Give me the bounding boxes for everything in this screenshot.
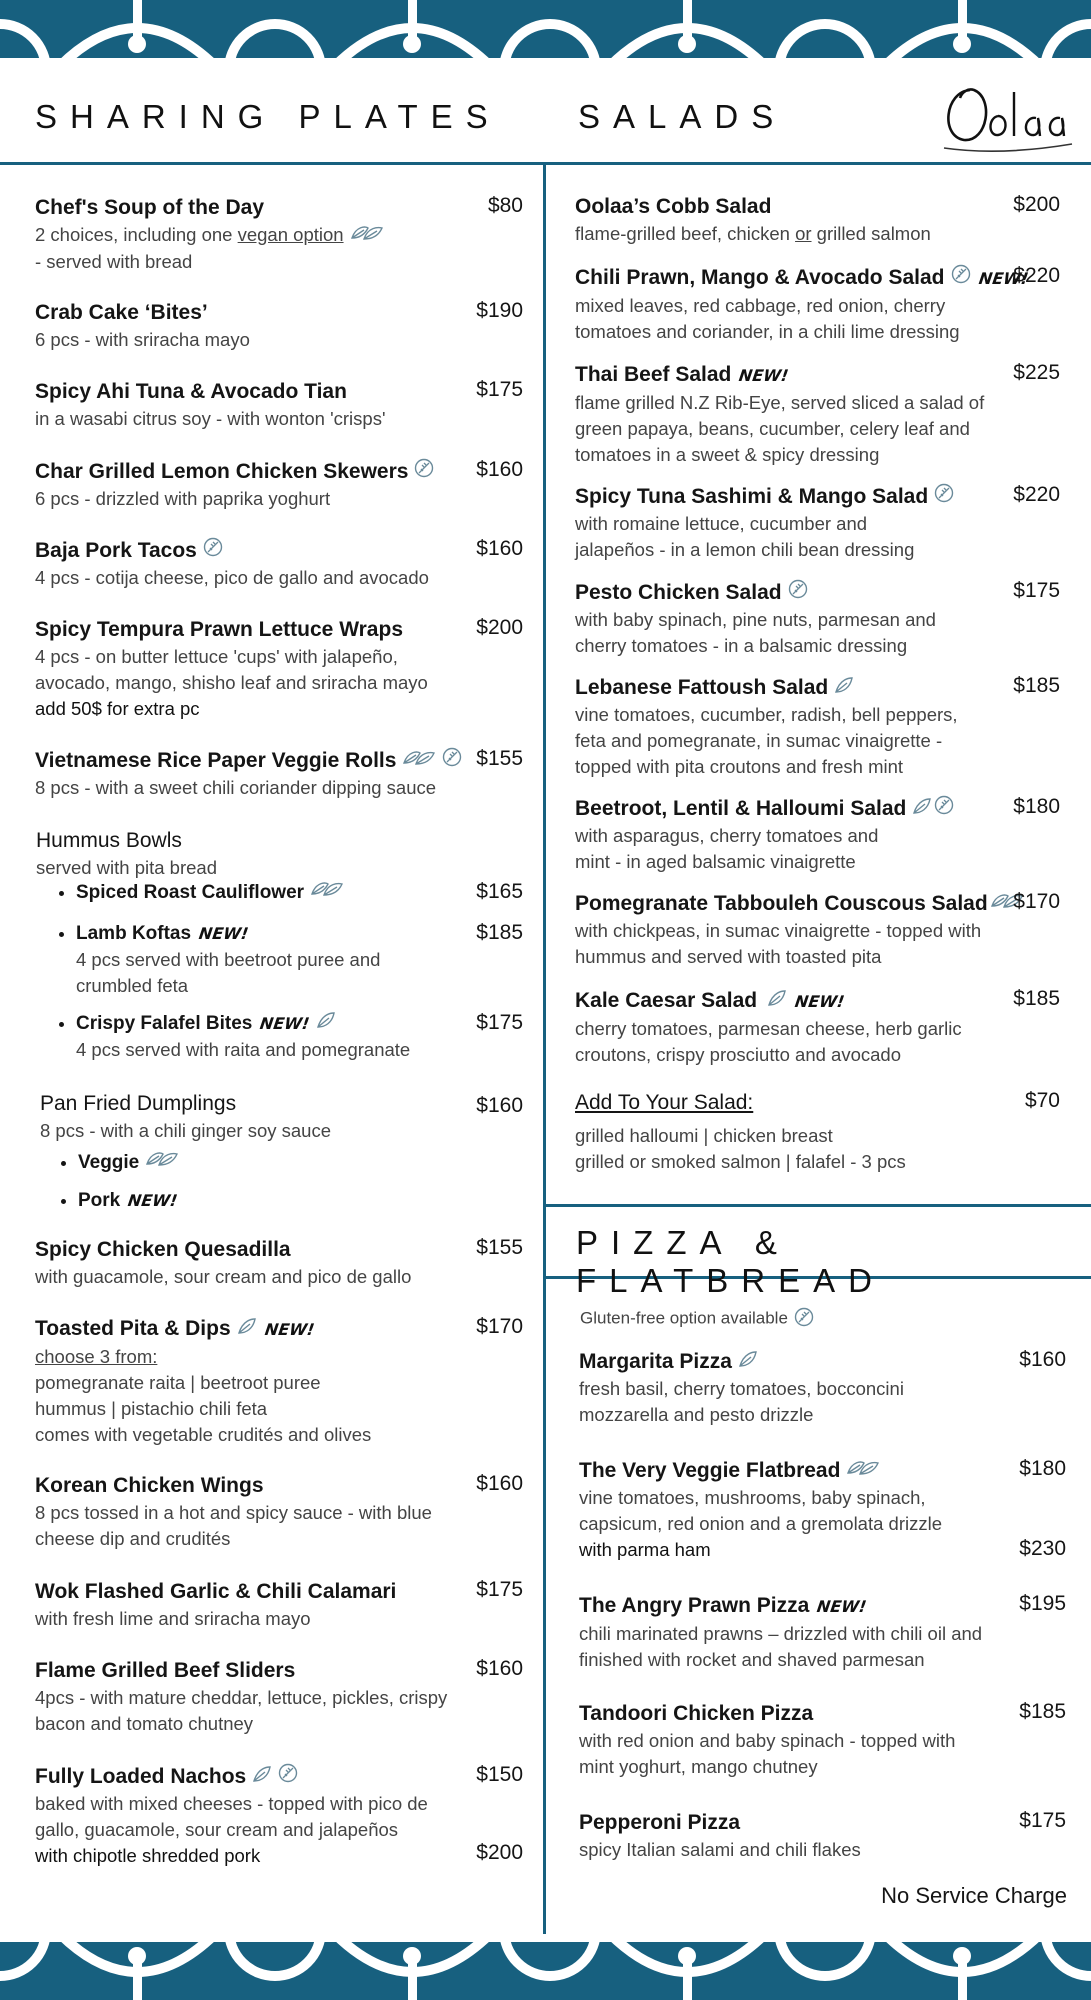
item-desc: 6 pcs - drizzled with paprika yoghurt bbox=[35, 488, 331, 510]
gluten-free-icon bbox=[414, 458, 434, 486]
new-badge: NEW! bbox=[816, 1597, 868, 1616]
gluten-free-icon bbox=[934, 795, 954, 823]
hummus-item-lamb-koftas: • Lamb Koftas NEW! 4 pcs served with beetroot puree and crumbled feta bbox=[36, 921, 416, 999]
item-price: $160 bbox=[476, 1657, 523, 1680]
choose-label: choose 3 from: bbox=[35, 1346, 158, 1367]
add-ons-title: Add To Your Salad: bbox=[575, 1091, 754, 1114]
item-desc: mixed leaves, red cabbage, red onion, cherry tomatoes and coriander, in a chili lime dressing bbox=[575, 295, 960, 342]
item-extra: add 50$ for extra pc bbox=[35, 698, 200, 719]
item-name: Vietnamese Rice Paper Veggie Rolls bbox=[35, 747, 525, 775]
item-price: $160 bbox=[476, 1472, 523, 1495]
item-price: $185 bbox=[1013, 987, 1060, 1010]
item-price: $175 bbox=[1019, 1809, 1066, 1832]
item-desc: with red onion and baby spinach - topped with mint yoghurt, mango chutney bbox=[579, 1730, 956, 1777]
item-desc: 4pcs - with mature cheddar, lettuce, pickles, crispy bacon and tomato chutney bbox=[35, 1687, 448, 1734]
item-price: $155 bbox=[476, 747, 523, 770]
item-name: Pomegranate Tabbouleh Couscous Salad bbox=[575, 890, 995, 918]
sharing-plates-heading: SHARING PLATES bbox=[35, 98, 501, 135]
item-price: $80 bbox=[487, 194, 523, 217]
salad-item-cobb bbox=[575, 193, 995, 247]
leaf-icon bbox=[738, 1348, 758, 1376]
item-price: $160 bbox=[476, 537, 523, 560]
item-price: $225 bbox=[1013, 361, 1060, 384]
gluten-free-icon bbox=[951, 264, 971, 292]
item-price: $170 bbox=[476, 1315, 523, 1338]
salad-item-chili-prawn bbox=[575, 264, 1030, 345]
item-price: $220 bbox=[1013, 483, 1060, 506]
pizza-item-veggie-flatbread bbox=[579, 1457, 999, 1563]
hummus-item-falafel: • Crispy Falafel Bites NEW! 4 pcs served with raita and pomegranate bbox=[36, 1011, 456, 1063]
item-name: Pesto Chicken Salad bbox=[575, 579, 955, 607]
item-price: $160 bbox=[476, 1094, 523, 1117]
item-name: Chili Prawn, Mango & Avocado Salad NEW! bbox=[575, 264, 995, 293]
item-desc: 4 pcs - on butter lettuce 'cups' with jalapeño, avocado, mango, shisho leaf and sriracha mayo bbox=[35, 646, 428, 693]
item-extra-price: $200 bbox=[476, 1841, 523, 1864]
pizza-section-divider-top bbox=[545, 1204, 1091, 1207]
menu-group-hummus-bowls bbox=[36, 827, 526, 881]
leaf-icon bbox=[912, 795, 932, 823]
item-price: $180 bbox=[1013, 795, 1060, 818]
group-name: Hummus Bowls bbox=[36, 829, 182, 852]
menu-item-crab-cake bbox=[35, 299, 525, 353]
item-price: $165 bbox=[476, 880, 523, 903]
salad-item-beetroot-halloumi bbox=[575, 795, 915, 875]
item-desc: with chickpeas, in sumac vinaigrette - topped with hummus and served with toasted pita bbox=[575, 920, 982, 968]
gluten-free-icon bbox=[788, 579, 808, 607]
item-name: The Angry Prawn Pizza NEW! bbox=[579, 1592, 1019, 1621]
item-desc: with baby spinach, pine nuts, parmesan and cherry tomatoes - in a balsamic dressing bbox=[575, 609, 936, 657]
item-price: $200 bbox=[476, 616, 523, 639]
salad-add-ons bbox=[575, 1089, 995, 1175]
item-price: $185 bbox=[1019, 1700, 1066, 1723]
menu-item-calamari bbox=[35, 1578, 525, 1632]
no-service-charge-note: No Service Charge bbox=[881, 1883, 1067, 1908]
vegan-option-link: vegan option bbox=[237, 224, 344, 245]
menu-item-nachos bbox=[35, 1763, 465, 1869]
item-desc: flame grilled N.Z Rib-Eye, served sliced a salad of green papaya, beans, cucumber, celery leaf and tomatoes in a sweet & spicy dressing bbox=[575, 392, 985, 465]
dip-line: comes with vegetable crudités and olives bbox=[35, 1424, 372, 1445]
item-name: Baja Pork Tacos bbox=[35, 537, 525, 565]
new-badge: NEW! bbox=[263, 1320, 316, 1339]
pizza-item-pepperoni bbox=[579, 1809, 999, 1863]
item-desc: 8 pcs - with a sweet chili coriander dipping sauce bbox=[35, 777, 437, 799]
leaf-pair-icon bbox=[310, 880, 344, 906]
item-price: $175 bbox=[476, 378, 523, 401]
pizza-item-tandoori bbox=[579, 1700, 969, 1780]
item-name: Korean Chicken Wings bbox=[35, 1474, 264, 1497]
group-desc: served with pita bread bbox=[36, 857, 217, 878]
leaf-icon bbox=[767, 987, 787, 1015]
gluten-free-icon bbox=[794, 1307, 814, 1332]
new-badge: NEW! bbox=[197, 924, 250, 943]
item-name: Beetroot, Lentil & Halloumi Salad bbox=[575, 795, 915, 823]
salad-item-tuna-sashimi bbox=[575, 483, 929, 563]
item-desc: flame-grilled beef, chicken or grilled salmon bbox=[575, 223, 931, 244]
item-desc: 4 pcs served with beetroot puree and crumbled feta bbox=[76, 949, 381, 996]
item-desc: 4 pcs served with raita and pomegranate bbox=[76, 1039, 411, 1061]
salad-item-tabbouleh bbox=[575, 890, 995, 970]
item-desc: spicy Italian salami and chili flakes bbox=[579, 1839, 861, 1860]
menu-item-dumplings bbox=[40, 1090, 530, 1214]
item-name: Pan Fried Dumplings bbox=[40, 1092, 237, 1115]
menu-item-korean-wings bbox=[35, 1472, 455, 1552]
salad-item-fattoush bbox=[575, 674, 985, 780]
menu-item-baja-tacos bbox=[35, 537, 525, 591]
item-name: Spicy Tempura Prawn Lettuce Wraps bbox=[35, 618, 403, 641]
item-name: Toasted Pita & Dips NEW! bbox=[35, 1315, 525, 1344]
item-name: Wok Flashed Garlic & Chili Calamari bbox=[35, 1580, 397, 1603]
item-price: $155 bbox=[476, 1236, 523, 1259]
item-name: Spicy Tuna Sashimi & Mango Salad bbox=[575, 483, 915, 511]
leaf-pair-icon bbox=[402, 747, 436, 775]
menu-item-veggie-rolls bbox=[35, 747, 525, 801]
item-desc: 4 pcs - cotija cheese, pico de gallo and avocado bbox=[35, 567, 429, 589]
item-name: Spicy Chicken Quesadilla bbox=[35, 1238, 291, 1261]
menu-item-chicken-skewers bbox=[35, 458, 525, 512]
menu-item-quesadilla bbox=[35, 1236, 525, 1290]
dumpling-option-veggie: Veggie bbox=[78, 1152, 140, 1174]
pizza-flatbread-heading: PIZZA & FLATBREAD bbox=[576, 1224, 885, 1299]
item-price: $220 bbox=[1013, 264, 1060, 287]
item-price: $195 bbox=[1019, 1592, 1066, 1615]
item-desc: cherry tomatoes, parmesan cheese, herb garlic croutons, crispy prosciutto and avocado bbox=[575, 1018, 962, 1065]
salad-item-thai-beef bbox=[575, 361, 1005, 468]
item-price: $180 bbox=[1019, 1457, 1066, 1480]
dumpling-option-pork: Pork bbox=[78, 1190, 121, 1212]
item-price: $170 bbox=[1013, 890, 1060, 913]
item-name: Crab Cake ‘Bites’ bbox=[35, 301, 208, 324]
item-desc: with guacamole, sour cream and pico de gallo bbox=[35, 1266, 412, 1287]
item-name: Lebanese Fattoush Salad bbox=[575, 674, 985, 702]
item-price: $175 bbox=[476, 1578, 523, 1601]
item-name: Tandoori Chicken Pizza bbox=[579, 1702, 814, 1725]
leaf-icon bbox=[834, 674, 854, 702]
gluten-free-note: Gluten-free option available bbox=[580, 1307, 980, 1332]
item-price: $160 bbox=[1019, 1348, 1066, 1371]
menu-item-soup bbox=[35, 194, 525, 275]
item-desc: chili marinated prawns – drizzled with chili oil and finished with rocket and shaved parmesan bbox=[579, 1623, 983, 1670]
gluten-free-icon bbox=[442, 747, 462, 775]
item-price: $160 bbox=[476, 458, 523, 481]
item-extra: with chipotle shredded pork bbox=[35, 1845, 261, 1867]
item-desc: with fresh lime and sriracha mayo bbox=[35, 1608, 311, 1629]
item-desc: vine tomatoes, cucumber, radish, bell peppers, feta and pomegranate, in sumac vinaigrette - topped with pita croutons and fresh mint bbox=[575, 704, 958, 778]
add-on-line: grilled halloumi | chicken breast bbox=[575, 1125, 833, 1146]
item-price: $175 bbox=[1013, 579, 1060, 602]
column-divider bbox=[543, 162, 546, 1934]
item-price: $70 bbox=[1024, 1089, 1060, 1112]
menu-item-tempura-wraps bbox=[35, 616, 455, 722]
dip-line: pomegranate raita | beetroot puree bbox=[35, 1372, 321, 1393]
item-desc: 2 choices, including one vegan option bbox=[35, 222, 525, 249]
gluten-free-icon bbox=[278, 1763, 298, 1791]
item-desc: 8 pcs tossed in a hot and spicy sauce - with blue cheese dip and crudités bbox=[35, 1502, 432, 1549]
item-name: Margarita Pizza bbox=[579, 1348, 979, 1376]
leaf-icon bbox=[316, 1011, 336, 1037]
item-name: Thai Beef Salad NEW! bbox=[575, 361, 1005, 390]
menu-item-pita-dips bbox=[35, 1315, 525, 1448]
item-name: Oolaa’s Cobb Salad bbox=[575, 195, 772, 218]
item-price: $190 bbox=[476, 299, 523, 322]
leaf-pair-icon bbox=[846, 1457, 880, 1485]
item-desc-2: - served with bread bbox=[35, 251, 193, 273]
item-name: Fully Loaded Nachos bbox=[35, 1763, 465, 1791]
item-desc: vine tomatoes, mushrooms, baby spinach, capsicum, red onion and a gremolata drizzle bbox=[579, 1487, 942, 1535]
item-desc: 8 pcs - with a chili ginger soy sauce bbox=[40, 1120, 331, 1141]
item-desc: fresh basil, cherry tomatoes, bocconcini mozzarella and pesto drizzle bbox=[579, 1378, 904, 1426]
item-name: Char Grilled Lemon Chicken Skewers bbox=[35, 458, 525, 486]
item-name: Chef's Soup of the Day bbox=[35, 196, 265, 219]
add-on-line: grilled or smoked salmon | falafel - 3 pcs bbox=[575, 1151, 906, 1172]
item-price: $150 bbox=[476, 1763, 523, 1786]
item-price: $185 bbox=[1013, 674, 1060, 697]
salad-item-kale-caesar bbox=[575, 987, 995, 1068]
leaf-pair-icon bbox=[145, 1150, 179, 1176]
leaf-icon bbox=[237, 1315, 257, 1343]
salads-heading: SALADS bbox=[578, 98, 787, 135]
item-name: The Very Veggie Flatbread bbox=[579, 1457, 999, 1485]
logo-text: Oolaa bbox=[940, 78, 943, 79]
new-badge: NEW! bbox=[126, 1191, 179, 1211]
item-extra: with parma ham bbox=[579, 1539, 711, 1561]
item-desc: baked with mixed cheeses - topped with pico de gallo, guacamole, sour cream and jalapeños bbox=[35, 1793, 428, 1841]
hummus-item-cauliflower: • Spiced Roast Cauliflower bbox=[36, 880, 416, 906]
gluten-free-icon bbox=[934, 483, 954, 511]
item-price: $175 bbox=[476, 1011, 523, 1034]
item-desc: in a wasabi citrus soy - with wonton 'crisps' bbox=[35, 408, 386, 429]
item-name: Kale Caesar Salad NEW! bbox=[575, 987, 995, 1016]
item-name: Pepperoni Pizza bbox=[579, 1811, 741, 1834]
item-price: $185 bbox=[476, 921, 523, 944]
new-badge: NEW! bbox=[738, 366, 791, 385]
dip-line: hummus | pistachio chili feta bbox=[35, 1398, 268, 1419]
decorative-tile-band-top bbox=[0, 0, 1091, 66]
item-extra-price: $230 bbox=[1019, 1537, 1066, 1560]
menu-item-beef-sliders bbox=[35, 1657, 455, 1737]
leaf-icon bbox=[252, 1763, 272, 1791]
new-badge: NEW! bbox=[259, 1014, 312, 1034]
item-desc: with romaine lettuce, cucumber and jalapeños - in a lemon chili bean dressing bbox=[575, 513, 915, 561]
decorative-tile-band-bottom bbox=[0, 1934, 1091, 2000]
salad-item-pesto-chicken bbox=[575, 579, 955, 659]
item-desc: 6 pcs - with sriracha mayo bbox=[35, 329, 250, 350]
oolaa-logo bbox=[940, 78, 1075, 158]
pizza-item-angry-prawn bbox=[579, 1592, 1019, 1673]
leaf-pair-icon bbox=[350, 223, 384, 249]
item-price: $200 bbox=[1013, 193, 1060, 216]
item-desc: with asparagus, cherry tomatoes and mint - in aged balsamic vinaigrette bbox=[575, 825, 879, 873]
item-name: Flame Grilled Beef Sliders bbox=[35, 1659, 296, 1682]
gluten-free-icon bbox=[203, 537, 223, 565]
menu-item-ahi-tuna bbox=[35, 378, 525, 432]
new-badge: NEW! bbox=[977, 269, 1030, 288]
item-name: Spicy Ahi Tuna & Avocado Tian bbox=[35, 380, 347, 403]
new-badge: NEW! bbox=[793, 992, 846, 1011]
pizza-item-margarita bbox=[579, 1348, 979, 1428]
